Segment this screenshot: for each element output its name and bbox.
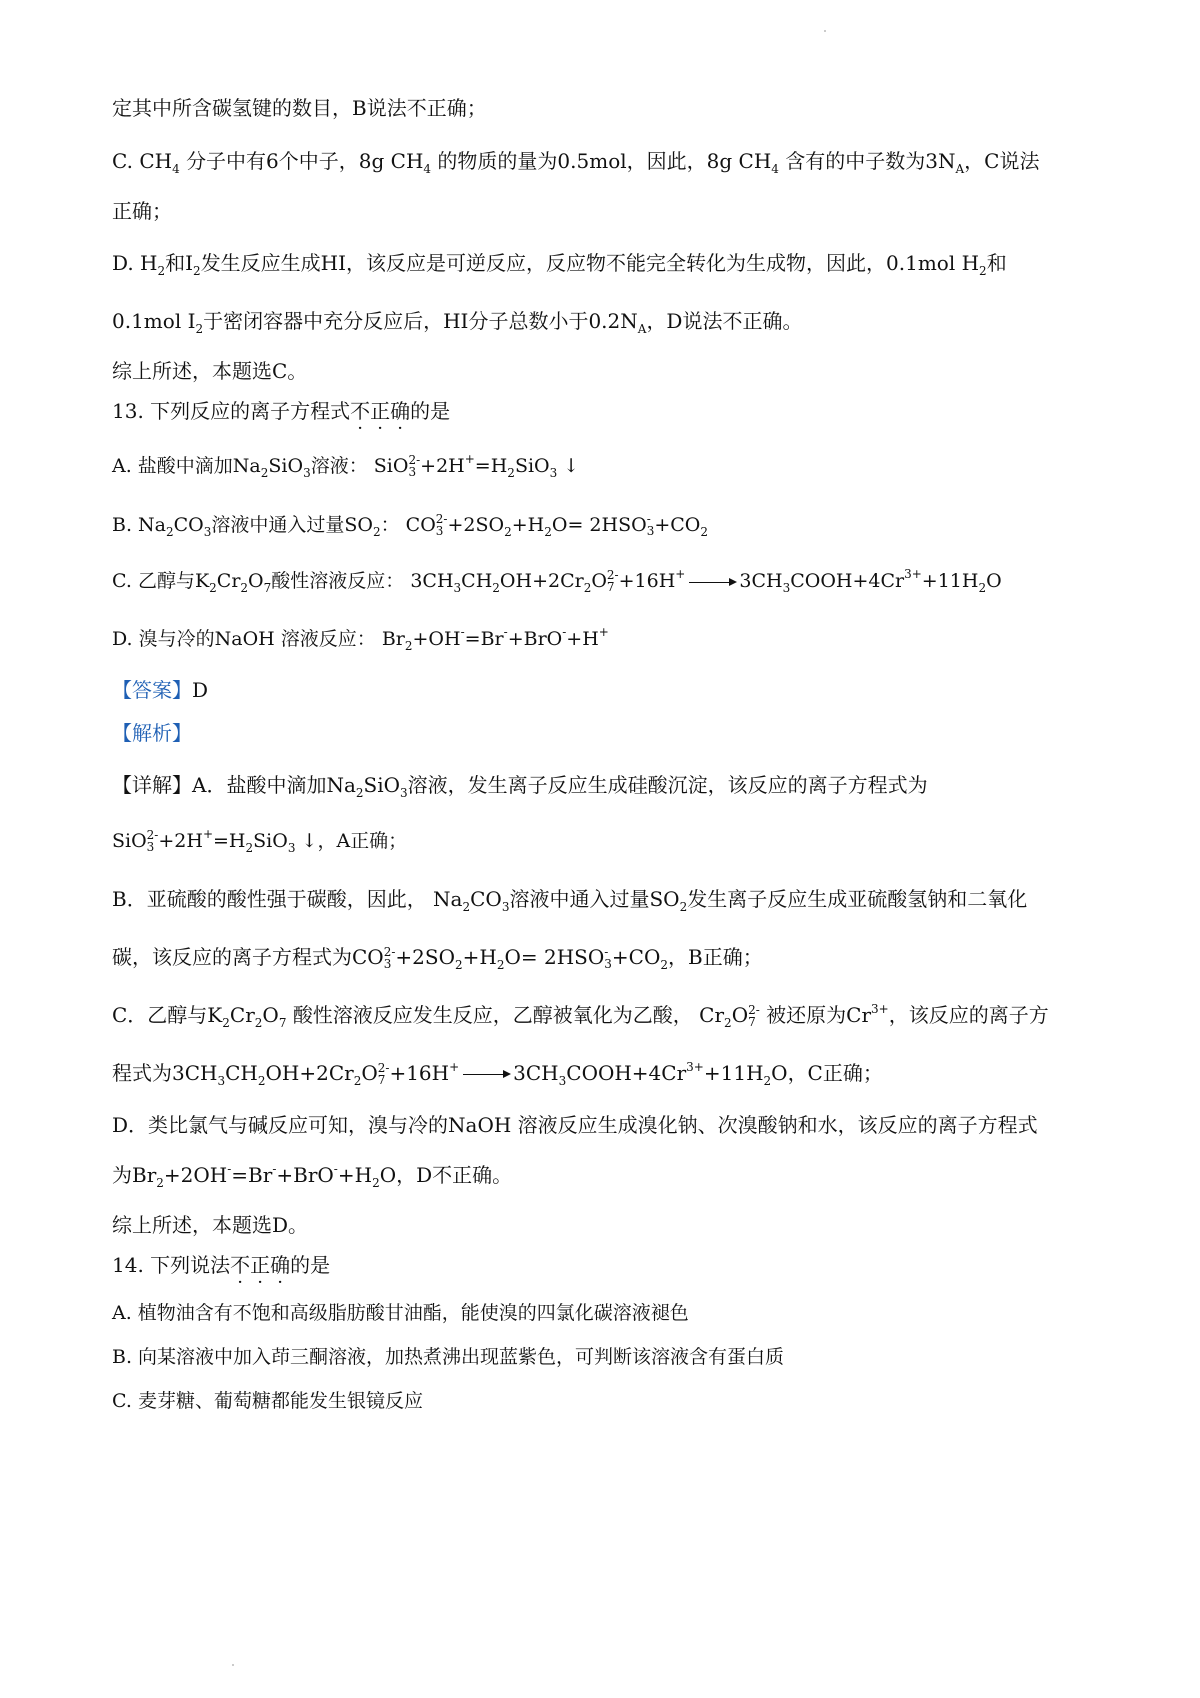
scan-speck	[824, 30, 826, 32]
emphasis-dots: 不正确	[350, 399, 411, 423]
option-13-d: D. 溴与冷的NaOH 溶液反应： $Br_2+OH^-=Br^-+BrO^-+H^+$	[112, 625, 609, 653]
text-line: B．亚硫酸的酸性强于碳酸，因此， $Na_2CO_3$溶液中通入过量$SO_2$发生离子反应生成亚硫酸氢钠和二氧化	[112, 887, 1028, 914]
reaction-arrow-icon	[463, 1074, 509, 1075]
text-line: 碳，该反应的离子方程式为CO 2- 3 $+2SO_2+H_2O= 2HSO$ - 3 $+CO_2$，B正确；	[112, 944, 763, 972]
text-line: 为$Br_2+2OH^-=Br^-+BrO^-+H_2O$，D不正确。	[112, 1162, 513, 1190]
text-line: SiO 2- 3 $+2H^+=H_2SiO_3$ ↓，A正确；	[112, 827, 408, 855]
option-13-b: B. $Na_2CO_3$溶液中通入过量$SO_2$： CO 2- 3 $+2SO_2+H_2O= 2HSO$ - 3 $+CO_2$	[112, 512, 709, 539]
text-line: C．乙醇与$K_2Cr_2O_7$ 酸性溶液反应发生反应，乙醇被氧化为乙酸， $Cr_2O$ 2- 7 被还原为$Cr^{3+}$，该反应的离子方	[112, 1002, 1049, 1030]
text-line: C. $CH_4$ 分子中有6个中子，8g $CH_4$ 的物质的量为0.5mol，因此，8g $CH_4$ 含有的中子数为$3N_A$，C说法	[112, 149, 1040, 176]
option-13-a: A. 盐酸中滴加$Na_2SiO_3$溶液： SiO 2- 3 $+2H^+=H_2SiO_3$ ↓	[112, 452, 580, 480]
option-13-c: C. 乙醇与$K_2Cr_2O_7$酸性溶液反应： $3CH_3CH_2OH+2Cr_2O$ 2- 7 +16H+ $3CH_3COOH+4Cr^{3+}+11H_2O$	[112, 567, 1002, 595]
text-line: D．类比氯气与碱反应可知，溴与冷的NaOH 溶液反应生成溴化钠、次溴酸钠和水，该反应的离子方程式	[112, 1113, 1038, 1137]
analysis-tag: 【解析】	[112, 721, 192, 745]
text-line: 程式为$3CH_3CH_2OH+2Cr_2O$ 2- 7 +16H+ $3CH_3COOH+4Cr^{3+}+11H_2O$，C正确；	[112, 1060, 883, 1088]
answer-line: 【答案】D	[112, 678, 209, 702]
question-13: 13. 下列反应的离子方程式不正确的是	[112, 399, 451, 423]
text-line: 综上所述，本题选C。	[112, 359, 308, 383]
text-line: D. $H_2$和$I_2$发生反应生成HI，该反应是可逆反应，反应物不能完全转化为生成物，因此，0.1mol $H_2$和	[112, 251, 1007, 278]
emphasis-dots: 不正确	[230, 1253, 291, 1277]
reaction-arrow-icon	[689, 582, 735, 583]
text-line: 【详解】A．盐酸中滴加$Na_2SiO_3$溶液，发生离子反应生成硅酸沉淀，该反应的离子方程式为	[112, 773, 928, 800]
option-14-a: A. 植物油含有不饱和高级脂肪酸甘油酯，能使溴的四氯化碳溶液褪色	[112, 1302, 689, 1324]
option-14-b: B. 向某溶液中加入茚三酮溶液，加热煮沸出现蓝紫色，可判断该溶液含有蛋白质	[112, 1346, 785, 1368]
question-14: 14. 下列说法不正确的是	[112, 1253, 331, 1277]
text-line: 正确；	[112, 199, 172, 223]
scan-speck	[232, 1664, 234, 1666]
text-line: 定其中所含碳氢键的数目，B说法不正确；	[112, 96, 487, 120]
text-line: 综上所述，本题选D。	[112, 1213, 309, 1237]
option-14-c: C. 麦芽糖、葡萄糖都能发生银镜反应	[112, 1390, 423, 1412]
text-line: 0.1mol $I_2$于密闭容器中充分反应后，HI分子总数小于$0.2N_A$，D说法不正确。	[112, 309, 803, 336]
